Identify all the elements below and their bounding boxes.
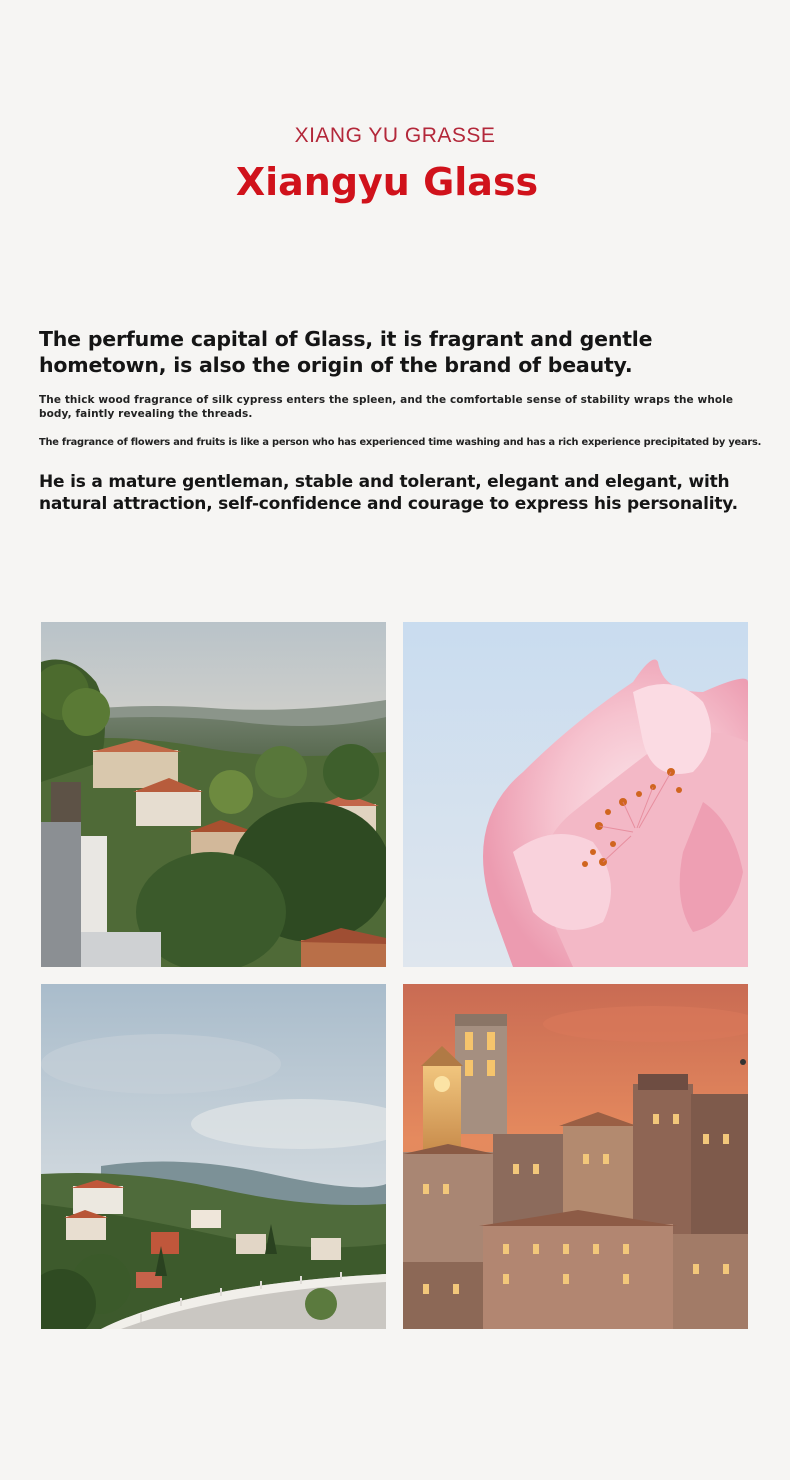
- intro-lead: The perfume capital of Glass, it is fragrant and gentle hometown, is also the origin of the brand of beauty.: [39, 327, 653, 377]
- brand-title: Xiangyu Glass: [235, 160, 539, 204]
- intro-detail-2: The fragrance of flowers and fruits is like a person who has experienced time washing and has a rich experience precipitated by years.: [39, 437, 762, 448]
- brand-subtitle: XIANG YU GRASSE: [294, 124, 496, 147]
- old-town-dusk-photo: [403, 984, 748, 1329]
- pink-flower-photo: [403, 622, 748, 967]
- valley-view-photo: [41, 984, 386, 1329]
- intro-lead-2: He is a mature gentleman, stable and tolerant, elegant and elegant, with natural attraction, self-confidence and courage to express his personality.: [39, 472, 738, 514]
- hillside-village-photo: [41, 622, 386, 967]
- intro-detail-1: The thick wood fragrance of silk cypress enters the spleen, and the comfortable sense of stability wraps the whole body, faintly revealing the threads.: [39, 394, 734, 420]
